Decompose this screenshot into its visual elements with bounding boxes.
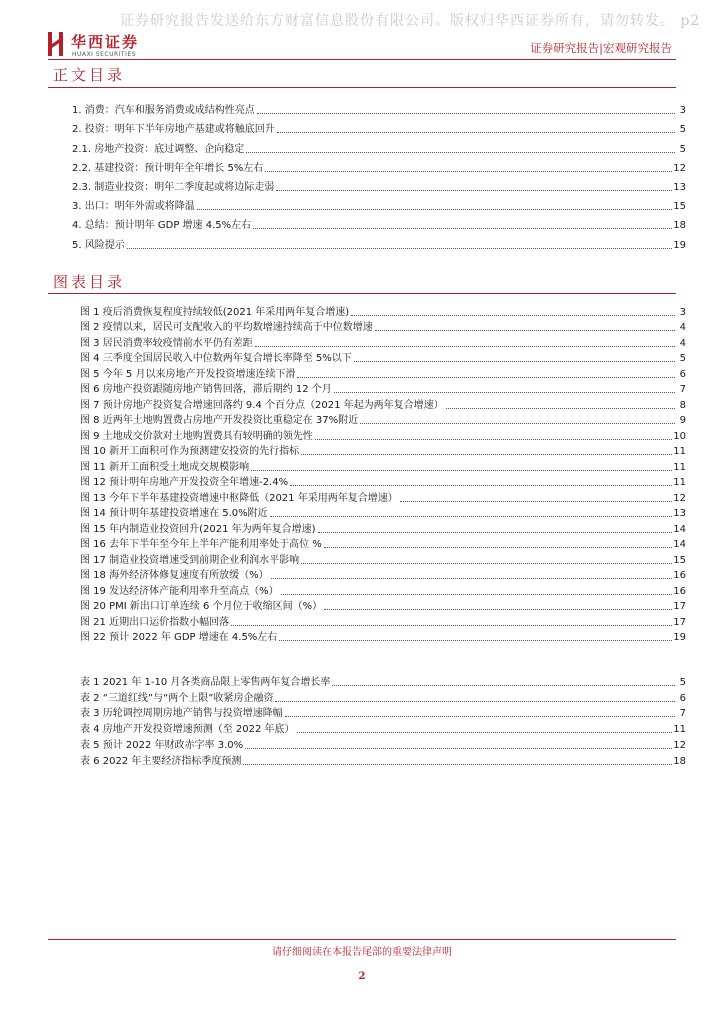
huaxi-logo-icon xyxy=(47,30,67,58)
dot-leader xyxy=(297,731,673,733)
toc-entry-page: 3 xyxy=(679,306,686,318)
toc-entry[interactable] xyxy=(72,116,686,135)
dot-leader xyxy=(281,593,673,595)
toc-entry-page: 11 xyxy=(673,446,686,457)
dot-leader xyxy=(400,500,673,502)
dot-leader xyxy=(315,438,673,440)
dot-leader xyxy=(279,639,672,641)
toc-entry-label: 1. 消费：汽车和服务消费或成结构性亮点 xyxy=(72,105,255,117)
toc-entry-label: 图 9 土地成交价款对土地购置费具有较明确的领先性 xyxy=(80,430,313,442)
toc-entry-page: 4 xyxy=(679,322,686,333)
dot-leader xyxy=(197,208,673,210)
toc-entry-page: 5 xyxy=(679,124,686,136)
toc-entry-page: 5 xyxy=(679,676,686,688)
toc-entry[interactable] xyxy=(72,97,686,116)
toc-entry[interactable] xyxy=(80,535,686,551)
toc-entry-page: 7 xyxy=(679,708,686,720)
dot-leader xyxy=(265,170,672,172)
toc-entry-label: 图 21 近期出口运价指数小幅回落 xyxy=(80,616,230,628)
figures-list xyxy=(80,302,686,643)
toc-entry[interactable] xyxy=(80,426,686,442)
dot-leader xyxy=(351,314,675,316)
dot-leader xyxy=(253,227,672,229)
toc-entry[interactable] xyxy=(80,349,686,365)
toc-entry-page: 8 xyxy=(679,399,686,411)
dot-leader xyxy=(332,684,675,686)
toc-entry-label: 图 14 预计明年基建投资增速在 5.0%附近 xyxy=(80,508,268,519)
toc-entry-page: 17 xyxy=(673,601,686,612)
toc-entry-label: 图 17 制造业投资增速受到前期企业利润水平影响 xyxy=(80,554,300,566)
dot-leader xyxy=(301,453,672,455)
toc-entry-label: 图 1 疫后消费恢复程度持续较低(2021 年采用两年复合增速) xyxy=(80,306,350,318)
toc-entry-page: 7 xyxy=(679,384,686,395)
dot-leader xyxy=(290,484,672,486)
dot-leader xyxy=(285,715,675,717)
toc-entry[interactable] xyxy=(80,581,686,597)
toc-entry-page: 19 xyxy=(673,632,686,643)
toc-entry-label: 图 11 新开工面积受土地成交规模影响 xyxy=(80,461,250,473)
toc-entry-label: 表 4 房地产开发投资增速预测（至 2022 年底） xyxy=(80,724,295,736)
toc-entry[interactable] xyxy=(80,688,686,704)
toc-entry-page: 19 xyxy=(673,239,686,251)
dot-leader xyxy=(255,345,675,347)
toc-entry-page: 10 xyxy=(673,430,686,442)
toc-entry-page: 14 xyxy=(673,539,686,550)
toc-entry-label: 图 18 海外经济体修复速度有所放缓（%） xyxy=(80,570,269,581)
toc-entry-label: 图 19 发达经济体产能利用率升至高点（%） xyxy=(80,585,279,597)
toc-entry-label: 图 8 近两年土地购置费占房地产开发投资比重稳定在 37%附近 xyxy=(80,415,359,426)
dot-leader xyxy=(243,763,672,765)
toc-entry-label: 图 6 房地产投资跟随房地产销售回落，滞后期约 12 个月 xyxy=(80,384,332,395)
logo-english-name: HUAXI SECURITIES xyxy=(72,51,136,58)
toc-entry[interactable] xyxy=(80,672,686,688)
toc-entry[interactable] xyxy=(80,628,686,644)
toc-entry[interactable] xyxy=(80,719,686,735)
dot-leader xyxy=(324,608,672,610)
toc-entry-label: 2.1. 房地产投资：底过调整、企向稳定 xyxy=(72,143,245,155)
toc-entry[interactable] xyxy=(72,135,686,154)
toc-entry-page: 9 xyxy=(679,415,686,426)
toc-entry-page: 13 xyxy=(673,181,686,193)
toc-entry-label: 图 10 新开工面积可作为预测建安投资的先行指标 xyxy=(80,446,300,457)
toc-entry[interactable] xyxy=(80,380,686,396)
toc-entry-label: 图 22 预计 2022 年 GDP 增速在 4.5%左右 xyxy=(80,632,278,643)
toc-entry-page: 15 xyxy=(673,201,686,213)
toc-entry-page: 12 xyxy=(673,739,686,751)
dot-leader xyxy=(277,131,675,133)
toc-entry[interactable] xyxy=(80,395,686,411)
toc-entry-page: 16 xyxy=(673,570,686,581)
toc-entry[interactable] xyxy=(80,704,686,720)
dot-leader xyxy=(354,360,675,362)
toc-entry[interactable] xyxy=(80,566,686,582)
dot-leader xyxy=(301,562,672,564)
toc-entry[interactable] xyxy=(80,735,686,751)
toc-entry-label: 2. 投资：明年下半年房地产基建或将触底回升 xyxy=(72,124,275,136)
toc-entry-page: 12 xyxy=(673,492,686,504)
dot-leader xyxy=(271,577,673,579)
toc-entry-label: 图 12 预计明年房地产开发投资全年增速-2.4% xyxy=(80,477,289,488)
toc-entry-page: 18 xyxy=(673,220,686,232)
toc-entry-label: 图 15 年内制造业投资回升(2021 年为两年复合增速) xyxy=(80,523,316,535)
toc-entry-label: 图 3 居民消费率较疫情前水平仍有差距 xyxy=(80,337,253,349)
toc-entry[interactable] xyxy=(72,212,686,231)
toc-entry[interactable] xyxy=(80,488,686,504)
toc-entry[interactable] xyxy=(80,504,686,520)
dot-leader xyxy=(276,189,672,191)
toc-entry[interactable] xyxy=(80,333,686,349)
figures-title: 图表目录 xyxy=(53,273,126,291)
toc-entry[interactable] xyxy=(80,751,686,767)
toc-entry-page: 5 xyxy=(679,353,686,364)
toc-entry-label: 表 3 历轮调控周期房地产销售与投资增速降幅 xyxy=(80,708,283,720)
footer-divider xyxy=(48,939,676,940)
dot-leader xyxy=(245,747,672,749)
toc-entry[interactable] xyxy=(80,302,686,318)
dot-leader xyxy=(127,247,673,249)
watermark: 证券研究报告发送给东方财富信息股份有限公司。版权归华西证券所有，请勿转发。 p2 xyxy=(120,13,701,29)
toc-entry-label: 图 7 预计房地产投资复合增速回落约 9.4 个百分点（2021 年起为两年复合增速） xyxy=(80,399,444,411)
contents-title: 正文目录 xyxy=(53,66,126,84)
header-divider xyxy=(48,59,676,60)
toc-entry[interactable] xyxy=(80,364,686,380)
toc-entry-label: 2.2. 基建投资：预计明年全年增长 5%左右 xyxy=(72,162,264,174)
dot-leader xyxy=(246,151,675,153)
toc-entry-page: 12 xyxy=(673,162,686,174)
toc-entry-label: 图 13 今年下半年基建投资增速中枢降低（2021 年采用两年复合增速） xyxy=(80,492,398,504)
contents-divider xyxy=(48,87,676,88)
toc-entry-page: 18 xyxy=(673,755,686,767)
toc-entry[interactable] xyxy=(72,155,686,174)
toc-entry-page: 3 xyxy=(679,105,686,117)
toc-entry[interactable] xyxy=(72,174,686,193)
toc-entry-page: 11 xyxy=(673,724,686,736)
toc-entry-page: 16 xyxy=(673,585,686,597)
toc-entry-label: 图 20 PMI 新出口订单连续 6 个月位于收缩区间（%） xyxy=(80,601,323,612)
toc-entry-page: 13 xyxy=(673,508,686,519)
toc-entry[interactable] xyxy=(72,193,686,212)
toc-entry-label: 图 5 今年 5 月以来房地产开发投资增速连续下滑 xyxy=(80,368,296,380)
toc-entry[interactable] xyxy=(80,597,686,613)
toc-entry-page: 11 xyxy=(673,461,686,473)
dot-leader xyxy=(375,329,675,331)
toc-entry-label: 4. 总结：预计明年 GDP 增速 4.5%左右 xyxy=(72,220,252,232)
toc-entry[interactable] xyxy=(72,231,686,250)
dot-leader xyxy=(257,112,675,114)
toc-entry-page: 11 xyxy=(673,477,686,488)
toc-entry[interactable] xyxy=(80,442,686,458)
legal-notice: 请仔细阅读在本报告尾部的重要法律声明 xyxy=(272,947,452,958)
toc-entry-page: 15 xyxy=(673,554,686,566)
toc-entry[interactable] xyxy=(80,473,686,489)
toc-entry-label: 图 16 去年下半年至今年上半年产能利用率处于高位 % xyxy=(80,539,322,550)
toc-entry-label: 2.3. 制造业投资：明年二季度起或将边际走弱 xyxy=(72,181,275,193)
toc-entry-label: 表 5 预计 2022 年财政赤字率 3.0% xyxy=(80,739,244,751)
toc-entry[interactable] xyxy=(80,411,686,427)
dot-leader xyxy=(318,531,673,533)
report-category: 证券研究报告|宏观研究报告 xyxy=(530,41,672,55)
toc-entry-label: 图 4 三季度全国居民收入中位数两年复合增长率降至 5%以下 xyxy=(80,353,352,364)
dot-leader xyxy=(446,407,675,409)
dot-leader xyxy=(297,376,675,378)
toc-entry-page: 6 xyxy=(679,368,686,380)
dot-leader xyxy=(251,469,672,471)
toc-entry-page: 4 xyxy=(679,337,686,349)
dot-leader xyxy=(231,624,672,626)
figures-divider xyxy=(48,293,676,294)
dot-leader xyxy=(324,546,673,548)
toc-entry[interactable] xyxy=(80,519,686,535)
toc-entry-label: 表 6 2022 年主要经济指标季度预测 xyxy=(80,755,242,767)
toc-entry[interactable] xyxy=(80,457,686,473)
toc-entry[interactable] xyxy=(80,612,686,628)
toc-entry-page: 14 xyxy=(673,523,686,535)
page-number: 2 xyxy=(358,971,366,982)
toc-entry-label: 3. 出口：明年外需或将降温 xyxy=(72,201,195,213)
dot-leader xyxy=(270,515,673,517)
dot-leader xyxy=(360,422,675,424)
logo-chinese-name: 华西证券 xyxy=(71,33,140,51)
toc-entry[interactable] xyxy=(80,318,686,334)
toc-entry-label: 表 1 2021 年 1-10 月各类商品限上零售两年复合增长率 xyxy=(80,676,331,688)
tables-list xyxy=(80,672,686,767)
toc-entry-label: 5. 风险提示 xyxy=(72,239,125,251)
toc-entry[interactable] xyxy=(80,550,686,566)
dot-leader xyxy=(334,391,675,393)
dot-leader xyxy=(275,700,675,702)
toc-entry-page: 5 xyxy=(679,143,686,155)
toc-entry-page: 6 xyxy=(679,692,686,704)
contents-list xyxy=(72,97,686,251)
toc-entry-page: 17 xyxy=(673,616,686,628)
toc-entry-label: 表 2 “三道红线”与“两个上限”收紧房企融资 xyxy=(80,692,274,704)
toc-entry-label: 图 2 疫情以来，居民可支配收入的平均数增速持续高于中位数增速 xyxy=(80,322,373,333)
